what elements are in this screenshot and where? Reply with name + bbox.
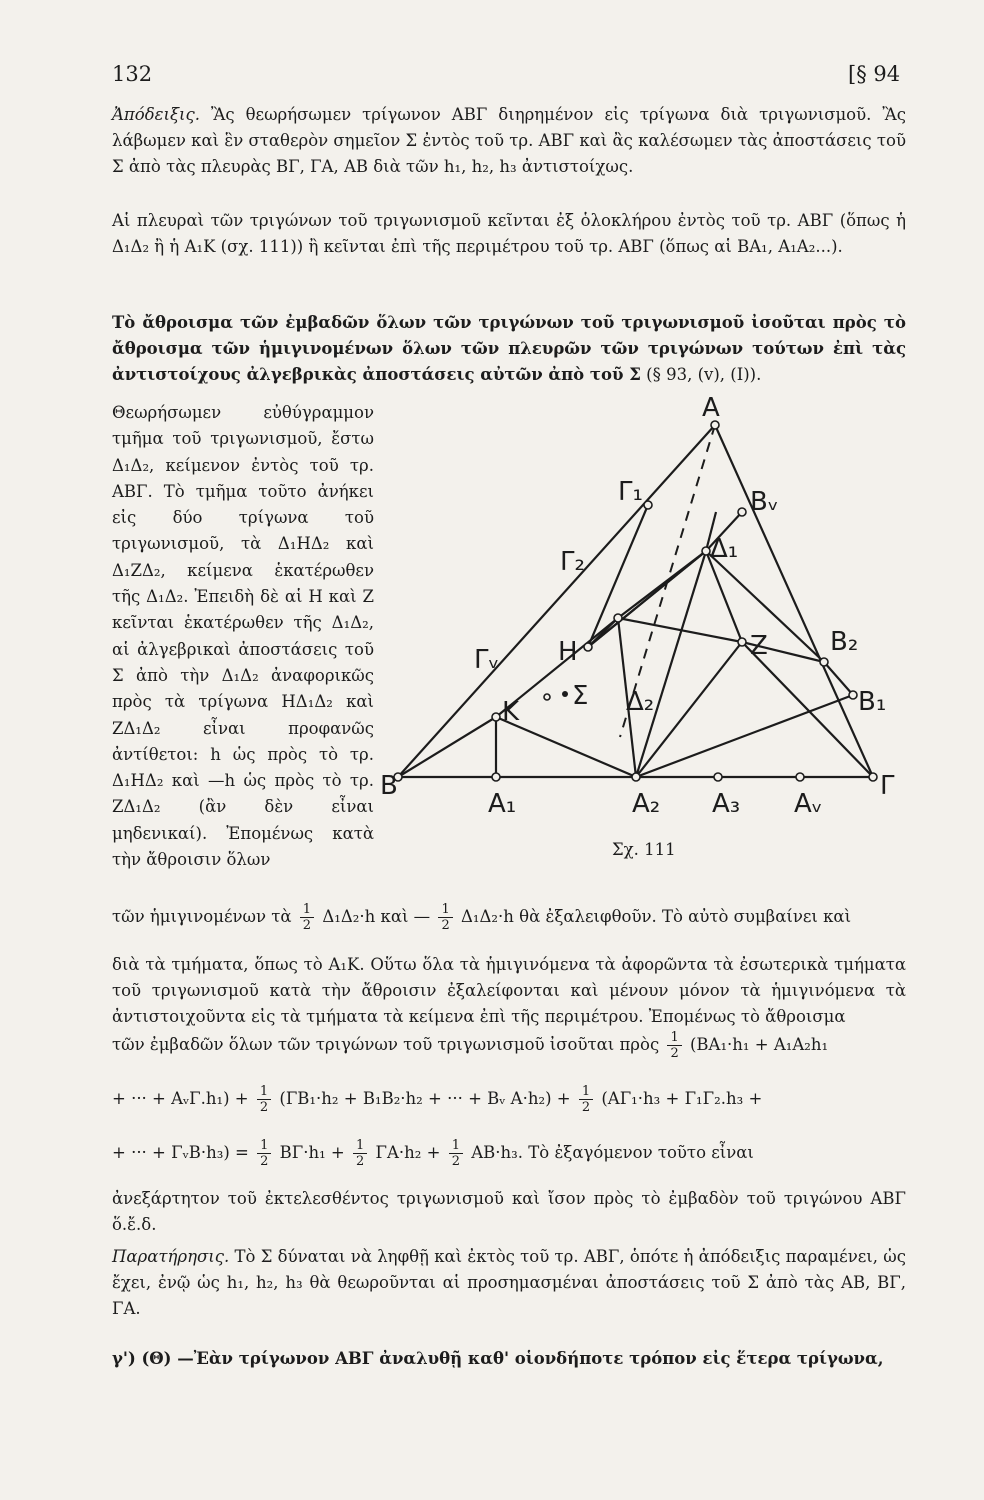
label-H: H <box>558 637 578 667</box>
figure-111 <box>380 392 920 852</box>
label-K: K <box>502 697 520 727</box>
label-D1: Δ₁ <box>710 534 739 564</box>
theorem-bold: Τὸ ἄθροισμα τῶν ἐμβαδῶν ὅλων τῶν τριγώνων τοῦ τριγωνισμοῦ ἰσοῦται πρὸς τὸ ἄθροισμα τῶν ἡμιγινομένων ὅλων τῶν πλευρῶν τῶν τριγώνων τούτων ἐπὶ τὰς ἀντιστοίχους ἀλγεβρικὰς ἀποστάσεις αὐτῶν ἀπὸ τοῦ Σ <box>112 313 906 384</box>
label-A2: A₂ <box>632 789 661 819</box>
section-ref: [§ 94 <box>848 62 901 86</box>
label-Gv: Γᵥ <box>474 645 500 675</box>
side-ag <box>715 425 873 777</box>
remark-text: Τὸ Σ δύναται νὰ ληφθῇ καὶ ἐκτὸς τοῦ τρ. ΑΒΓ, ὁπότε ἡ ἀπόδειξις παραμένει, ὡς ἔχει, ἐνῷ ὡς h₁, h₂, h₃ θὰ θεωροῦνται αἱ προσημασμέναι ἀποστάσεις τοῦ Σ ἀπὸ τὰς ΑΒ, ΒΓ, ΓΑ. <box>112 1247 906 1318</box>
label-Z: Z <box>750 631 768 661</box>
para-narrow: Θεωρήσωμεν εὐθύγραμμον τμῆμα τοῦ τριγωνισμοῦ, ἔστω Δ₁Δ₂, κείμενον ἐντὸς τοῦ τρ. ΑΒΓ. Τὸ τμῆμα τοῦτο ἀνήκει εἰς δύο τρίγωνα τοῦ τριγωνισμοῦ, τὰ Δ₁ΗΔ₂ καὶ Δ₁ΖΔ₂, κείμενα ἑκατέρωθεν τῆς Δ₁Δ₂. Ἐπειδὴ δὲ αἱ Η καὶ Ζ κεῖνται ἑκατέρωθεν τῆς Δ₁Δ₂, αἱ ἀλγεβρικαὶ ἀποστάσεις τοῦ Σ ἀπὸ τὴν Δ₁Δ₂ ἀναφορικῶς πρὸς τὰ τρίγωνα ΗΔ₁Δ₂ καὶ ΖΔ₁Δ₂ εἶναι προφανῶς ἀντίθετοι: h ὡς πρὸς τὸ τρ. Δ₁ΗΔ₂ καὶ —h ὡς πρὸς τὸ τρ. ΖΔ₁Δ₂ (ἂν δὲν εἶναι μηδενικαί). Ἐπομένως κατὰ τὴν ἄθροισιν ὅλων <box>112 403 374 870</box>
label-A3: A₃ <box>712 789 741 819</box>
label-D2: Δ₂ <box>626 687 655 717</box>
last-line: γ') (Θ) —Ἐὰν τρίγωνον ΑΒΓ ἀναλυθῇ καθ' οἱονδήποτε τρόπον εἰς ἕτερα τρίγωνα, <box>112 1349 884 1368</box>
remark-label: Παρατήρησις. <box>112 1247 230 1266</box>
para-theorem <box>112 310 906 388</box>
formula-line-2: + ··· + AᵥΓ.h₁) + $\frac{1}{2}$ (ΓΒ₁·h₂ + Β₁Β₂·h₂ + ··· + Βᵥ Α·h₂) + $\frac{1}{2}$ (ΑΓ₁·h₃ + Γ₁Γ₂.h₃ + <box>112 1084 763 1115</box>
theorem-ref: (§ 93, (v), (I)). <box>640 365 762 384</box>
page-number: 132 <box>112 62 153 86</box>
label-G1: Γ₁ <box>618 477 643 507</box>
label-B2: B₂ <box>830 627 859 657</box>
formula-line-1: τῶν ἐμβαδῶν ὅλων τῶν τριγώνων τοῦ τριγωνισμοῦ ἰσοῦται πρὸς $\frac{1}{2}$ (ΒΑ₁·h₁ + Α₁Α₂h₁ <box>112 1030 829 1061</box>
label-Av: Aᵥ <box>794 789 823 819</box>
label-G: Γ <box>880 771 895 801</box>
label-A: A <box>702 393 720 423</box>
figure-caption: Σχ. 111 <box>612 840 676 859</box>
para-end: ἀνεξάρτητον τοῦ ἐκτελεσθέντος τριγωνισμοῦ καὶ ἴσον πρὸς τὸ ἐμβαδὸν τοῦ τριγώνου ΑΒΓ ὅ.ἔ.δ. <box>112 1189 906 1234</box>
para-sides: Αἱ πλευραὶ τῶν τριγώνων τοῦ τριγωνισμοῦ κεῖνται ἐξ ὁλοκλήρου ἐντὸς τοῦ τρ. ΑΒΓ (ὅπως ἡ Δ₁Δ₂ ἢ ἡ Α₁Κ (σχ. 111)) ἢ κεῖνται ἐπὶ τῆς περιμέτρου τοῦ τρ. ΑΒΓ (ὅπως αἱ ΒΑ₁, Α₁Α₂...). <box>112 211 906 256</box>
proof-label: Ἀπόδειξις. <box>112 105 200 124</box>
label-B: B <box>380 771 398 801</box>
line-half: τῶν ἡμιγινομένων τὰ $\frac{1}{2}$ Δ₁Δ₂·h καὶ — $\frac{1}{2}$ Δ₁Δ₂·h θὰ ἐξαλειφθοῦν. Τὸ αὐτὸ συμβαίνει καὶ <box>112 902 852 933</box>
proof-intro-text: Ἂς θεωρήσωμεν τρίγωνον ΑΒΓ διηρημένον εἰς τρίγωνα διὰ τριγωνισμοῦ. Ἂς λάβωμεν καὶ ἓν σταθερὸν σημεῖον Σ ἐντὸς τοῦ τρ. ΑΒΓ καὶ ἂς καλέσωμεν τὰς ἀποστάσεις τοῦ Σ ἀπὸ τὰς πλευρὰς ΒΓ, ΓΑ, ΑΒ διὰ τῶν h₁, h₂, h₃ ἀντιστοίχως. <box>112 105 906 176</box>
remark <box>112 1244 906 1322</box>
label-A1: A₁ <box>488 789 517 819</box>
side-ab <box>398 425 715 777</box>
proof-intro <box>112 102 906 180</box>
label-G2: Γ₂ <box>560 547 585 577</box>
label-B1: B₁ <box>858 687 887 717</box>
formula-line-3: + ··· + ΓᵥΒ·h₃) = $\frac{1}{2}$ ΒΓ·h₁ + $\frac{1}{2}$ ΓΑ·h₂ + $\frac{1}{2}$ ΑΒ·h₃. Τὸ ἐξαγόμενον τοῦτο εἶναι <box>112 1138 754 1169</box>
para-cont: διὰ τὰ τμήματα, ὅπως τὸ Α₁Κ. Οὕτω ὅλα τὰ ἡμιγινόμενα τὰ ἀφορῶντα τὰ ἐσωτερικὰ τμήματα τοῦ τριγωνισμοῦ κατὰ τὴν ἄθροισιν ἐξαλείφονται καὶ μένουν μόνον τὰ ἡμιγινόμενα τὰ ἀντιστοιχοῦντα εἰς τὰ τμήματα τὰ κείμενα ἐπὶ τῆς περιμέτρου. Ἐπομένως τὸ ἄθροισμα <box>112 955 906 1026</box>
label-Bv: Bᵥ <box>750 487 779 517</box>
label-S: Σ <box>572 681 589 711</box>
